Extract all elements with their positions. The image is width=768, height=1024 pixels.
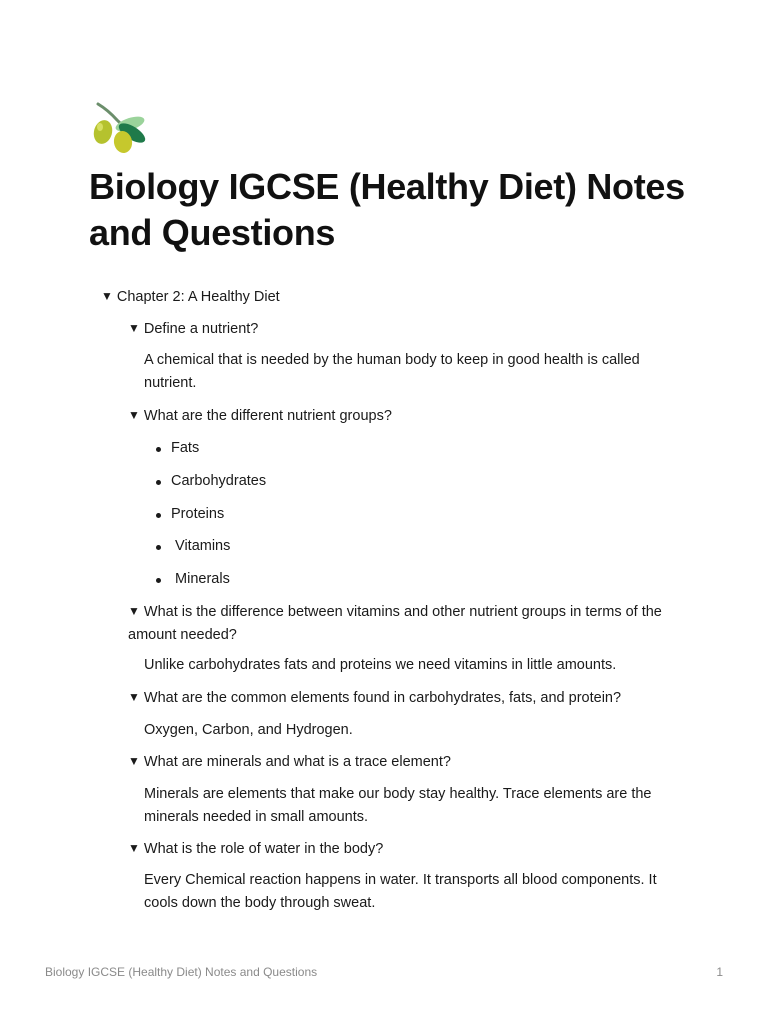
list-item: Vitamins (171, 535, 230, 558)
list-item: Proteins (171, 503, 224, 526)
toggle-arrow-icon: ▼ (128, 841, 140, 855)
toggle-arrow-icon: ▼ (128, 690, 140, 704)
answer-text: Oxygen, Carbon, and Hydrogen. (144, 722, 353, 738)
question-text: What are the common elements found in carbohydrates, fats, and protein? (143, 690, 622, 706)
question-toggle[interactable] (128, 405, 392, 428)
document-title: Biology IGCSE (Healthy Diet) Notes and Questions (89, 166, 685, 253)
question-text: What are the different nutrient groups? (143, 408, 392, 424)
page-number: 1 (716, 965, 723, 979)
question-toggle[interactable] (128, 601, 668, 647)
question-toggle[interactable] (128, 318, 258, 341)
answer-text: Unlike carbohydrates fats and proteins we need vitamins in little amounts. (144, 657, 617, 673)
chapter-toggle[interactable] (101, 286, 280, 309)
answer-text: A chemical that is needed by the human body to keep in good health is called nutrient. (144, 352, 640, 391)
question-text: What is the difference between vitamins and other nutrient groups in terms of the amount needed? (128, 604, 662, 643)
footer-title: Biology IGCSE (Healthy Diet) Notes and Questions (45, 965, 318, 979)
question-text: What is the role of water in the body? (143, 841, 384, 857)
toggle-arrow-icon: ▼ (101, 289, 113, 303)
question-toggle[interactable] (128, 687, 621, 710)
question-text: What are minerals and what is a trace element? (143, 754, 451, 770)
answer-text: Minerals are elements that make our body stay healthy. Trace elements are the minerals needed in small amounts. (144, 786, 652, 825)
chapter-title: Chapter 2: A Healthy Diet (116, 289, 280, 305)
toggle-arrow-icon: ▼ (128, 754, 140, 768)
toggle-arrow-icon: ▼ (128, 604, 140, 618)
list-item: Minerals (171, 568, 230, 591)
question-text: Define a nutrient? (143, 321, 259, 337)
question-toggle[interactable] (128, 751, 451, 774)
olive-branch-icon (90, 100, 148, 156)
list-item: Fats (171, 437, 199, 460)
list-item: Carbohydrates (171, 470, 266, 493)
toggle-arrow-icon: ▼ (128, 321, 140, 335)
question-toggle[interactable] (128, 838, 383, 861)
toggle-arrow-icon: ▼ (128, 408, 140, 422)
answer-text: Every Chemical reaction happens in water. It transports all blood components. It cools down the body through sweat. (144, 872, 657, 911)
